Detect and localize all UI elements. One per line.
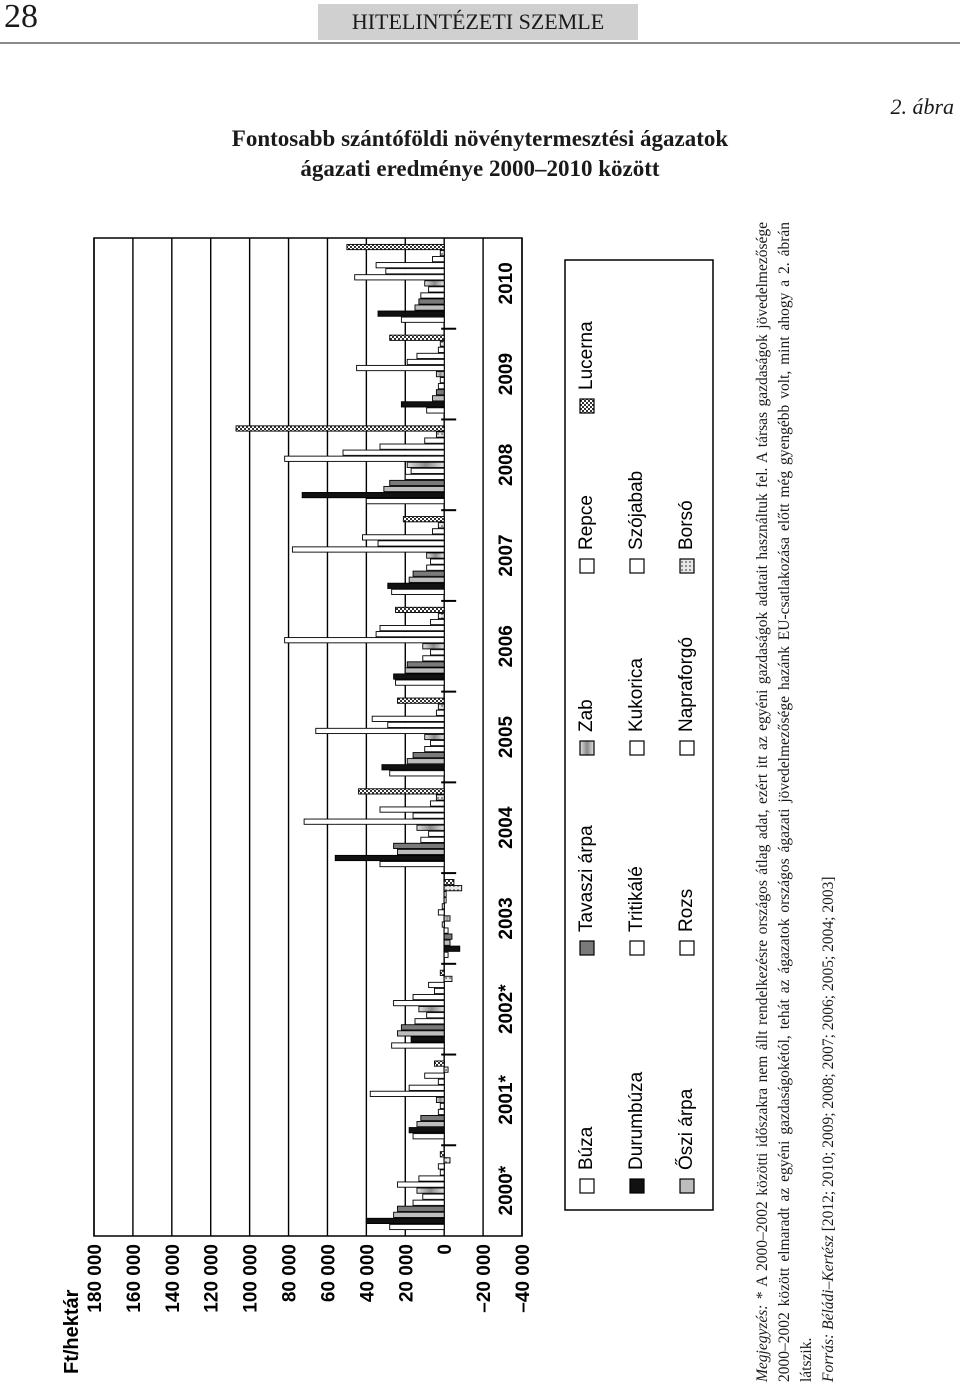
bar	[366, 1218, 444, 1223]
legend-swatch	[680, 941, 694, 955]
bar	[376, 632, 444, 637]
bar	[359, 789, 445, 794]
legend-swatch	[580, 1179, 594, 1193]
bar	[444, 916, 450, 921]
legend-label: Lucerna	[576, 321, 598, 390]
bar	[316, 728, 444, 733]
bar	[440, 1103, 444, 1108]
bar	[433, 257, 445, 262]
bar	[436, 390, 444, 395]
bar	[413, 753, 444, 758]
y-tick-label: 60 000	[318, 1244, 340, 1303]
bar	[436, 432, 444, 437]
legend-swatch	[580, 741, 594, 755]
note-text: * A 2000–2002 közötti időszakra nem állt rendelkezésre országos átlag adat, ezért itt az egyéni gazdaságok adatait használtuk fel. A társas gazdaságok jövedelmezősége 2000–2002 között elmaradt az egyéni gazdaságokétól, tehát az ágazatok országos ágazati jövedelmezősége hazánk EU-csatlakozása előtt még gyengébb volt, mint ahogy a 2. ábrán látszik.	[754, 222, 815, 1382]
bar	[378, 311, 444, 316]
bar	[431, 559, 445, 564]
bar	[380, 861, 444, 866]
bar	[419, 299, 444, 304]
category-label: 2007	[496, 534, 518, 577]
bar	[425, 1073, 444, 1078]
bar	[444, 892, 446, 897]
bar	[440, 250, 444, 255]
bar	[423, 644, 444, 649]
bar	[438, 1164, 444, 1169]
bar	[444, 934, 452, 939]
bar	[382, 765, 444, 770]
legend-swatch	[580, 559, 594, 573]
y-tick-label: –40 000	[513, 1244, 534, 1313]
bar	[427, 553, 445, 558]
bar	[444, 946, 460, 951]
figure-notes-rotated	[752, 222, 840, 1382]
category-label: 2001*	[496, 1075, 518, 1125]
bar	[401, 317, 444, 322]
bar	[423, 1194, 444, 1199]
figure-title-line-2: ágazati eredménye 2000–2010 között	[300, 156, 660, 181]
note-label: Megjegyzés:	[754, 1304, 771, 1382]
bar	[417, 353, 444, 358]
bar	[236, 426, 444, 431]
bar	[417, 1188, 444, 1193]
bar	[438, 704, 444, 709]
bar	[413, 813, 444, 818]
bar	[431, 801, 445, 806]
bar	[440, 1170, 444, 1175]
bar	[411, 468, 444, 473]
legend-label: Búza	[576, 1126, 598, 1170]
source-paragraph	[818, 222, 840, 1382]
category-label: 2002*	[496, 984, 518, 1035]
bar	[394, 843, 445, 848]
bar	[421, 837, 444, 842]
legend-label: Repce	[576, 495, 598, 550]
bar	[444, 1067, 448, 1072]
bar	[388, 583, 444, 588]
legend-swatch	[580, 941, 594, 955]
source-authors: Béládi–Kertész	[820, 1235, 837, 1334]
bar	[376, 263, 444, 268]
bar	[397, 1206, 444, 1211]
bar	[409, 577, 444, 582]
bar	[444, 886, 462, 891]
bar	[433, 529, 445, 534]
category-label: 2008	[496, 443, 518, 486]
bar	[390, 771, 444, 776]
bar	[394, 1212, 445, 1217]
y-tick-label: 40 000	[357, 1244, 379, 1303]
legend-label: Tavaszi árpa	[576, 825, 598, 932]
bar	[438, 384, 444, 389]
bar	[372, 716, 444, 721]
bar	[384, 486, 444, 491]
bar	[413, 1134, 444, 1139]
bar	[407, 462, 444, 467]
bar	[436, 710, 444, 715]
legend-label: Őszi árpa	[676, 1088, 698, 1170]
bar	[386, 269, 444, 274]
bar	[427, 565, 445, 570]
bar	[436, 1097, 444, 1102]
bar	[440, 1152, 444, 1157]
bar	[370, 1091, 444, 1096]
bar	[335, 855, 444, 860]
bar	[405, 668, 444, 673]
bar	[285, 638, 445, 643]
bar	[396, 680, 445, 685]
bar	[431, 619, 445, 624]
bar	[388, 722, 444, 727]
figure-title	[120, 124, 840, 184]
bar	[440, 378, 444, 383]
y-tick-label: –20 000	[474, 1244, 496, 1313]
bar	[347, 244, 444, 249]
bar	[304, 819, 444, 824]
bar	[378, 541, 444, 546]
source-text: [2012; 2010; 2009; 2008; 2007; 2006; 2005; 2004; 2003]	[820, 876, 837, 1236]
bar	[431, 650, 445, 655]
bar	[442, 904, 444, 909]
journal-title: HITELINTÉZETI SZEMLE	[318, 4, 638, 40]
figure-title-line-1: Fontosabb szántóföldi növénytermesztési ágazatok	[231, 126, 729, 151]
bar	[444, 1158, 450, 1163]
bar	[409, 1085, 444, 1090]
bar	[440, 970, 444, 975]
bar	[407, 662, 444, 667]
bar	[417, 1122, 444, 1127]
bar	[292, 547, 444, 552]
bar	[392, 589, 445, 594]
legend-label: Zab	[576, 699, 598, 732]
bar	[366, 499, 444, 504]
bar	[411, 1037, 444, 1042]
bar	[427, 408, 445, 413]
legend-swatch	[630, 941, 644, 955]
source-label: Forrás:	[820, 1333, 837, 1382]
bar	[444, 928, 448, 933]
bar	[438, 1109, 444, 1114]
bar	[390, 480, 444, 485]
category-label: 2000*	[496, 1165, 518, 1216]
bar	[415, 305, 444, 310]
legend-swatch	[680, 559, 694, 573]
bar	[433, 396, 445, 401]
bar	[444, 976, 452, 981]
figure-label: 2. ábra	[890, 94, 954, 119]
bar	[421, 293, 444, 298]
bar	[419, 1176, 444, 1181]
bar	[362, 535, 444, 540]
bar	[397, 849, 444, 854]
legend-swatch	[680, 741, 694, 755]
bar	[380, 444, 444, 449]
y-tick-label: 180 000	[85, 1244, 106, 1313]
category-label: 2009	[496, 352, 518, 396]
bar	[429, 982, 445, 987]
bar	[434, 1061, 444, 1066]
plot-area	[94, 238, 522, 1236]
bar	[419, 1007, 444, 1012]
bar	[407, 359, 444, 364]
category-label: 2006	[496, 625, 518, 668]
bar	[438, 347, 444, 352]
bar	[380, 807, 444, 812]
bar	[440, 341, 444, 346]
bar	[390, 335, 444, 340]
legend-label: Tritikálé	[626, 866, 648, 932]
bar	[357, 365, 445, 370]
bar	[421, 1115, 444, 1120]
bar	[403, 517, 444, 522]
bar	[302, 492, 444, 497]
bar	[397, 698, 444, 703]
legend-label: Rozs	[676, 888, 698, 932]
legend-label: Durumbúza	[626, 1071, 648, 1170]
chart-svg	[60, 228, 760, 1378]
bar	[423, 656, 444, 661]
legend-swatch	[680, 1179, 694, 1193]
bar	[427, 1013, 445, 1018]
legend-label: Kukorica	[626, 658, 648, 732]
bar	[415, 1019, 444, 1024]
legend-swatch	[630, 1179, 644, 1193]
y-tick-label: 0	[435, 1244, 457, 1255]
bar	[397, 1031, 444, 1036]
legend-label: Napraforgó	[676, 636, 698, 732]
bar	[392, 1043, 445, 1048]
y-axis-label: Ft/hektár	[61, 1289, 83, 1374]
bar	[405, 474, 444, 479]
bar	[397, 1182, 444, 1187]
y-tick-label: 80 000	[279, 1244, 301, 1303]
bar	[425, 746, 444, 751]
bar	[429, 287, 445, 292]
category-label: 2010	[496, 262, 518, 305]
legend-label: Szójabab	[626, 470, 648, 550]
bar	[401, 402, 444, 407]
category-label: 2003	[496, 897, 518, 940]
bar	[444, 898, 446, 903]
y-tick-label: 120 000	[201, 1244, 223, 1313]
bar	[413, 1200, 444, 1205]
bar	[444, 940, 450, 945]
bar	[343, 450, 444, 455]
bar	[396, 607, 445, 612]
bar	[401, 1025, 444, 1030]
bar	[425, 281, 444, 286]
y-tick-label: 160 000	[123, 1244, 145, 1313]
bar	[434, 988, 444, 993]
legend-swatch	[630, 741, 644, 755]
bar	[444, 952, 448, 957]
bar	[285, 456, 445, 461]
bar	[425, 734, 444, 739]
category-label: 2005	[496, 715, 518, 759]
legend-swatch	[630, 559, 644, 573]
bar	[409, 1128, 444, 1133]
bar	[390, 1224, 444, 1229]
bar	[413, 994, 444, 999]
bar	[380, 625, 444, 630]
bar	[438, 523, 444, 528]
header-divider	[0, 42, 960, 44]
bar	[355, 275, 444, 280]
legend-swatch	[580, 399, 594, 413]
category-label: 2004	[496, 806, 518, 849]
bar	[394, 1000, 445, 1005]
legend-label: Borsó	[676, 500, 698, 550]
bar	[417, 825, 444, 830]
chart	[60, 228, 760, 1378]
bar	[436, 371, 444, 376]
y-tick-label: 140 000	[162, 1244, 184, 1313]
note-paragraph	[752, 222, 818, 1382]
bar	[444, 879, 454, 884]
bar	[442, 922, 444, 927]
bar	[438, 910, 444, 915]
bar	[407, 759, 444, 764]
bar	[431, 740, 445, 745]
bar	[438, 1079, 444, 1084]
bar	[436, 795, 444, 800]
page-number: 28	[4, 0, 38, 35]
bar	[394, 674, 445, 679]
bar	[438, 613, 444, 618]
y-tick-label: 100 000	[240, 1244, 262, 1313]
bar	[429, 831, 445, 836]
bar	[413, 571, 444, 576]
figure-notes	[752, 222, 847, 1382]
bar	[425, 438, 444, 443]
y-tick-label: 20 000	[396, 1244, 418, 1303]
